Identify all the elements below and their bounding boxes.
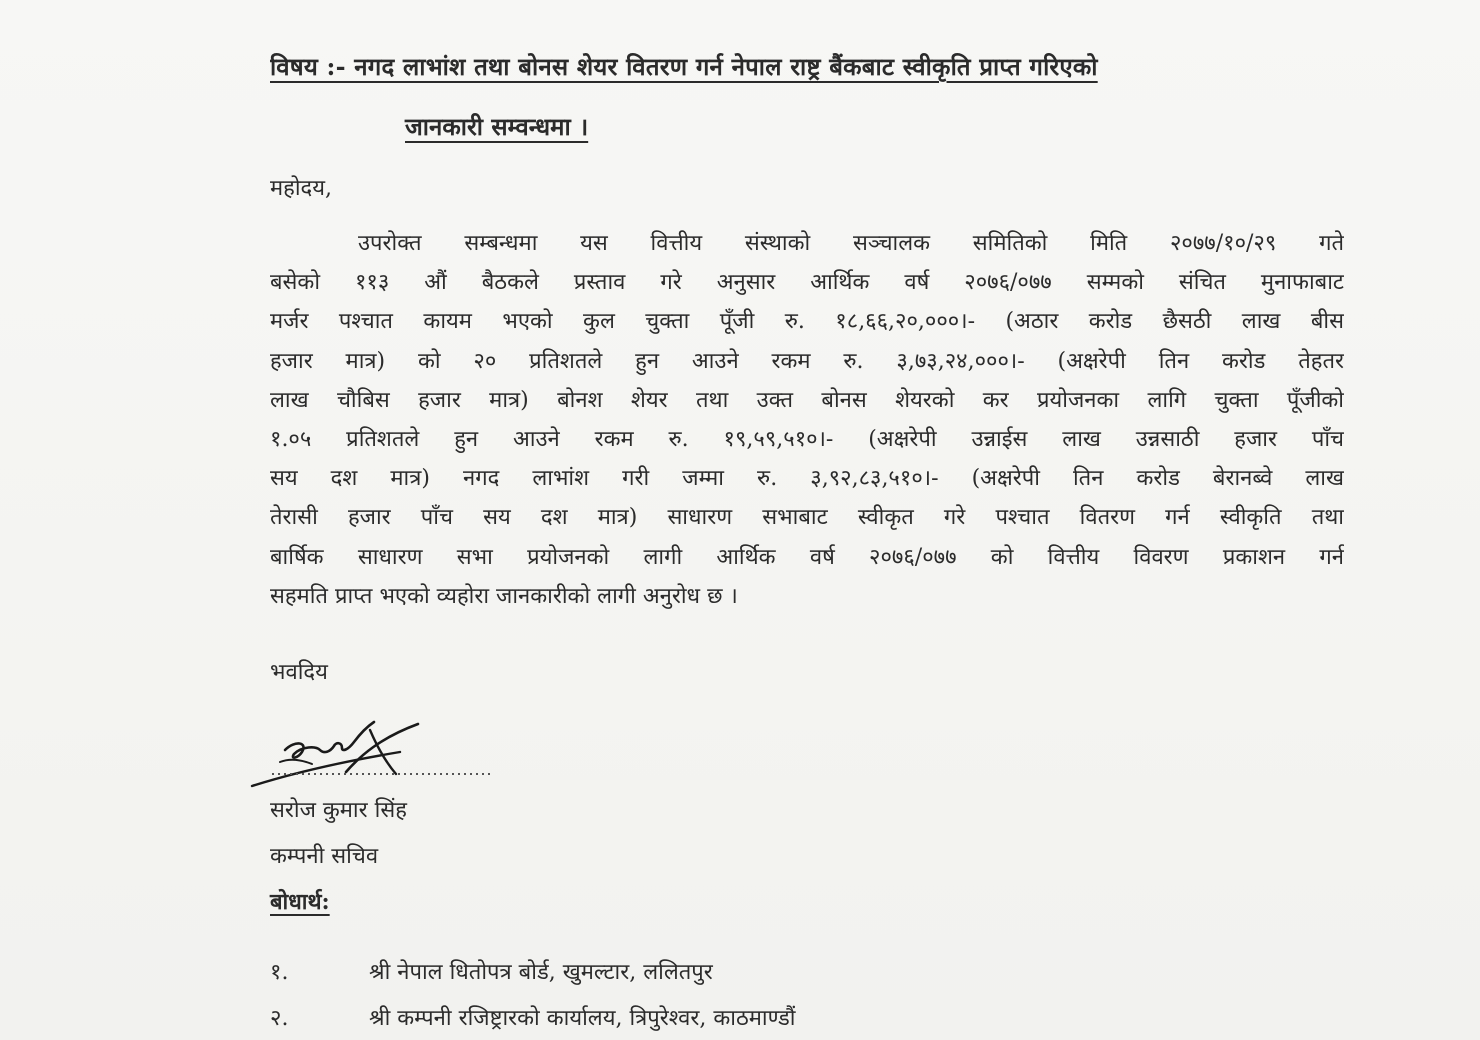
signer-name: सरोज कुमार सिंह: [270, 798, 407, 823]
body-paragraph: [270, 224, 1344, 616]
cc-heading: बोधार्थ:: [270, 889, 330, 915]
body-line-1: उपरोक्त सम्बन्धमा यस वित्तीय संस्थाको सञ्चालक समितिको मिति २०७७/१०/२९ गते: [358, 231, 1344, 256]
subject-line: [270, 50, 1350, 83]
salutation: महोदय,: [270, 176, 332, 201]
cc-item-number: १.: [270, 960, 289, 985]
body-line-2: बसेको ११३ औं बैठकले प्रस्ताव गरे अनुसार आर्थिक वर्ष २०७६/०७७ सम्मको संचित मुनाफाबाट: [270, 270, 1344, 296]
cc-item: [270, 1002, 796, 1032]
cc-item: [270, 956, 713, 986]
subject-text-line1: विषय :- नगद लाभांश तथा बोनस शेयर वितरण गर्न नेपाल राष्ट्र बैंकबाट स्वीकृति प्राप्त गरिएको: [270, 52, 1098, 81]
body-line-9: बार्षिक साधारण सभा प्रयोजनको लागी आर्थिक वर्ष २०७६/०७७ को वित्तीय विवरण प्रकाशन गर्न: [270, 544, 1344, 570]
body-line-7: सय दश मात्र) नगद लाभांश गरी जम्मा रु. ३,९२,८३,५१०।- (अक्षरेपी तिन करोड बेरानब्वे लाख: [270, 466, 1344, 492]
body-line-8: तेरासी हजार पाँच सय दश मात्र) साधारण सभाबाट स्वीकृत गरे पश्चात वितरण गर्न स्वीकृति तथा: [270, 505, 1344, 531]
signature-image: [250, 712, 500, 802]
cc-item-number: २.: [270, 1006, 289, 1031]
cc-item-text: श्री कम्पनी रजिष्ट्रारको कार्यालय, त्रिपुरेश्वर, काठमाण्डौं: [369, 1006, 796, 1031]
body-line-6: १.०५ प्रतिशतले हुन आउने रकम रु. १९,५९,५१०।- (अक्षरेपी उन्नाईस लाख उन्नसाठी हजार पाँच: [270, 426, 1344, 452]
cc-item-text: श्री नेपाल धितोपत्र बोर्ड, खुमल्टार, ललितपुर: [369, 960, 713, 985]
body-line-4: हजार मात्र) को २० प्रतिशतले हुन आउने रकम रु. ३,७३,२४,०००।- (अक्षरेपी तिन करोड तेहतर: [270, 348, 1344, 374]
subject-text-line2: जानकारी सम्वन्धमा ।: [405, 112, 589, 141]
closing: भवदिय: [270, 660, 328, 685]
body-line-10: सहमति प्राप्त भएको व्यहोरा जानकारीको लागी अनुरोध छ ।: [270, 583, 738, 609]
body-line-5: लाख चौबिस हजार मात्र) बोनश शेयर तथा उक्त बोनस शेयरको कर प्रयोजनका लागि चुक्ता पूँजीको: [270, 387, 1344, 413]
body-line-3: मर्जर पश्चात कायम भएको कुल चुक्ता पूँजी रु. १८,६६,२०,०००।- (अठार करोड छैसठी लाख बीस: [270, 309, 1344, 335]
signer-title: कम्पनी सचिव: [270, 844, 379, 869]
